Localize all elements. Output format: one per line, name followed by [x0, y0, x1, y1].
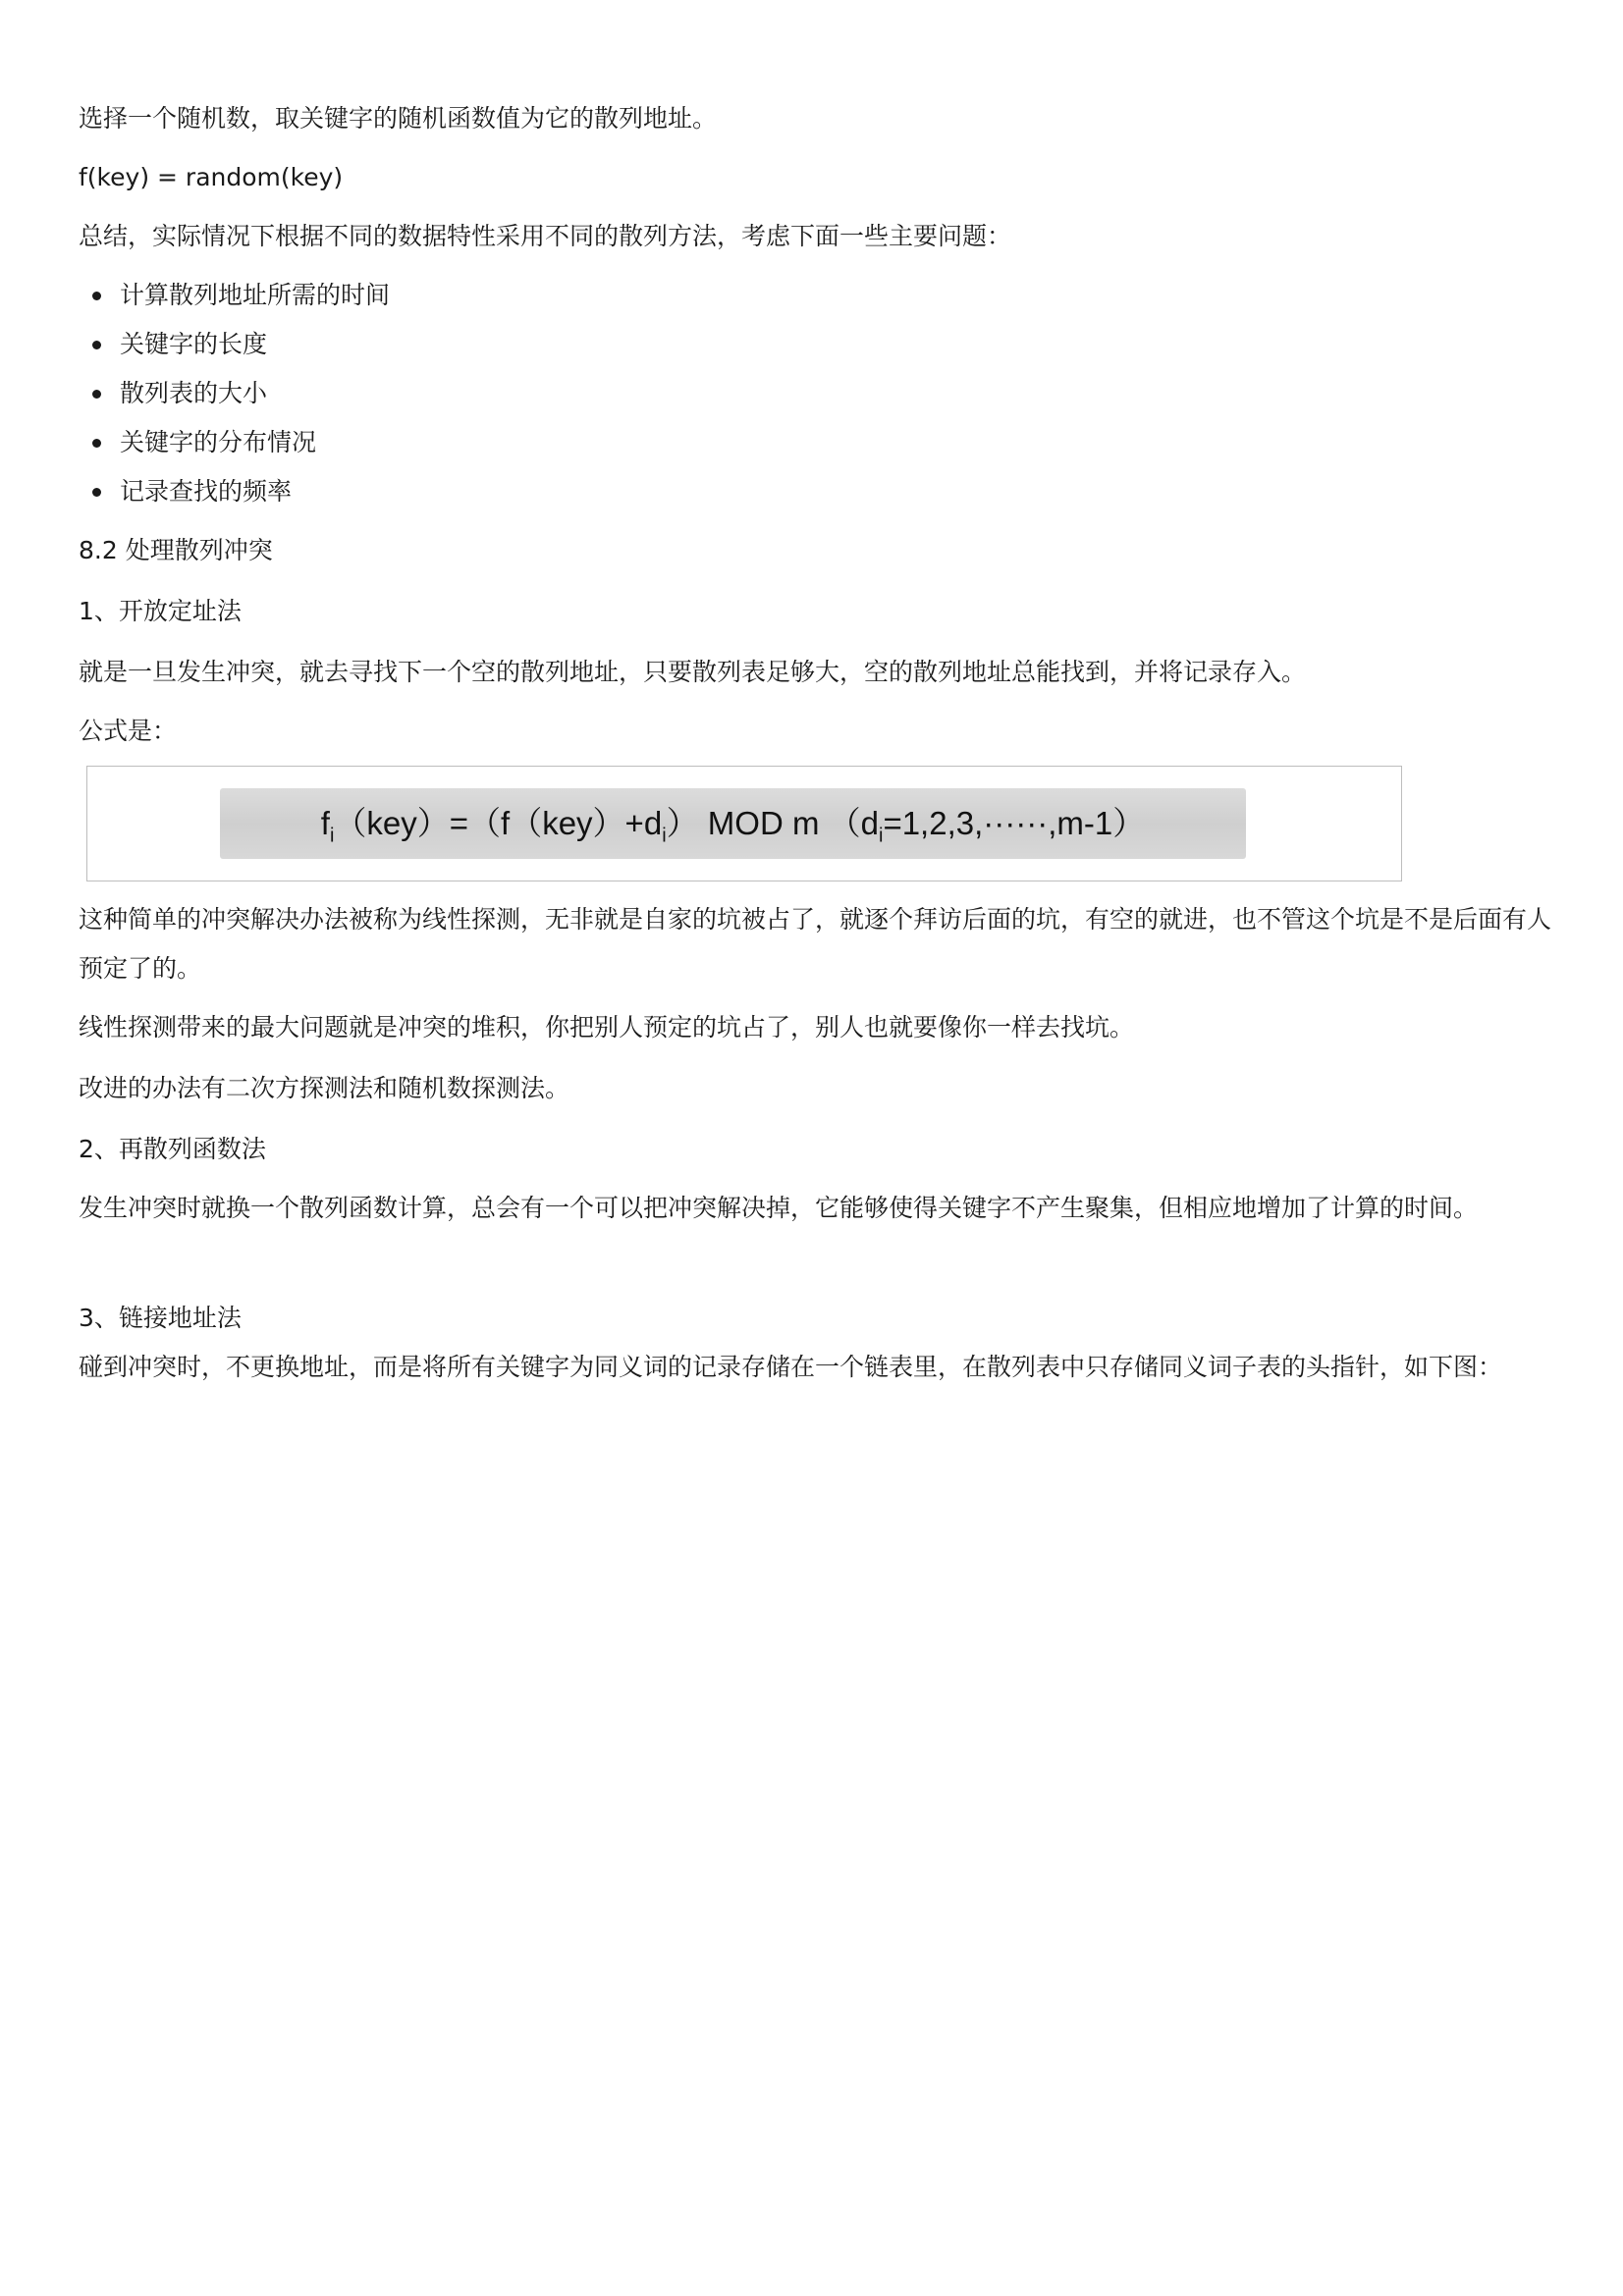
code-random-function: f(key) = random(key) — [79, 163, 344, 191]
formula-image — [86, 766, 1402, 881]
list-item: 关键字的分布情况 — [79, 418, 390, 467]
list-item: 计算散列地址所需的时间 — [79, 271, 390, 320]
bullet-icon — [92, 341, 101, 349]
formula-strip — [220, 788, 1246, 859]
bullet-icon — [92, 439, 101, 448]
paragraph-open-addressing: 就是一旦发生冲突，就去寻找下一个空的散列地址，只要散列表足够大，空的散列地址总能找到，并将记录存入。 — [79, 658, 1307, 686]
paragraph-linear-probing: 这种简单的冲突解决办法被称为线性探测，无非就是自家的坑被占了，就逐个拜访后面的坑，有空的就进，也不管这个坑是不是后面有人预定了的。 — [79, 905, 1552, 983]
heading-open-addressing: 1、开放定址法 — [79, 597, 242, 625]
paragraph-rehash: 发生冲突时就换一个散列函数计算，总会有一个可以把冲突解决掉，它能够使得关键字不产生聚集，但相应地增加了计算的时间。 — [79, 1194, 1479, 1222]
bullet-icon — [92, 292, 101, 300]
paragraph-chaining: 碰到冲突时，不更换地址，而是将所有关键字为同义词的记录存储在一个链表里，在散列表中只存储同义词子表的头指针，如下图： — [79, 1353, 1503, 1381]
bullet-icon — [92, 488, 101, 497]
heading-chaining: 3、链接地址法 — [79, 1304, 242, 1332]
considerations-list — [79, 271, 390, 516]
bullet-icon — [92, 390, 101, 399]
list-item: 关键字的长度 — [79, 320, 390, 369]
formula-text: $f_i(key)=(f(key)+d_i)$ MOD m $(d_i=1,2,3,\cdot\cdot\cdot\cdot\cdot\cdot,m-1)$ — [320, 805, 1146, 847]
list-item: 记录查找的频率 — [79, 467, 390, 516]
formula-label: 公式是： — [79, 717, 178, 745]
paragraph-improvement: 改进的办法有二次方探测法和随机数探测法。 — [79, 1074, 570, 1102]
paragraph-linear-problem: 线性探测带来的最大问题就是冲突的堆积，你把别人预定的坑占了，别人也就要像你一样去找坑。 — [79, 1013, 1135, 1041]
paragraph-summary: 总结，实际情况下根据不同的数据特性采用不同的散列方法，考虑下面一些主要问题： — [79, 222, 1012, 250]
section-heading-8-2: 8.2 处理散列冲突 — [79, 536, 273, 564]
list-item: 散列表的大小 — [79, 369, 390, 418]
heading-rehash: 2、再散列函数法 — [79, 1135, 266, 1163]
paragraph-random-method: 选择一个随机数，取关键字的随机函数值为它的散列地址。 — [79, 104, 718, 133]
